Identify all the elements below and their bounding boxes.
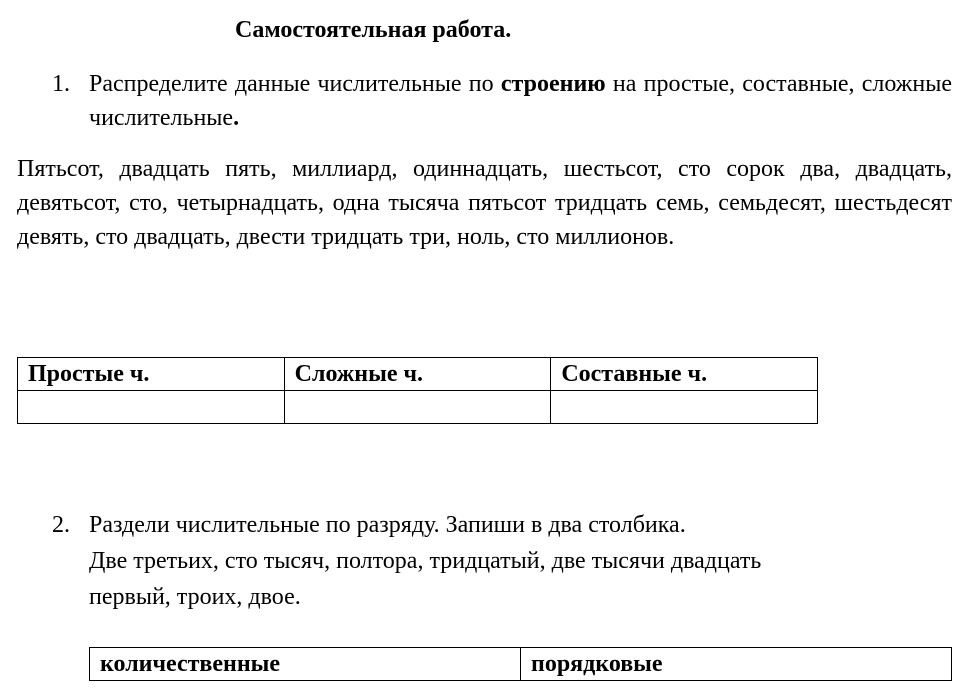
table-cell-empty[interactable] — [18, 391, 285, 424]
task2-number: 2. — [52, 512, 70, 538]
task1-instruction — [89, 67, 952, 135]
table-row — [90, 648, 952, 681]
task1-number: 1. — [52, 71, 70, 97]
task2-line3: первый, троих, двое. — [89, 584, 301, 610]
task2-instruction — [89, 507, 952, 615]
task2-line1: Раздели числительные по разряду. Запиши в два столбика. — [89, 512, 686, 538]
table-row — [18, 358, 818, 391]
header-compound: Составные ч. — [551, 358, 818, 391]
page-title: Самостоятельная работа. — [235, 17, 512, 43]
task2-line2: Две третьих, сто тысяч, полтора, тридцатый, две тысячи двадцать — [89, 548, 762, 574]
table-cell-empty[interactable] — [551, 391, 818, 424]
table-row — [18, 391, 818, 424]
task1-text-end: . — [233, 105, 240, 131]
header-simple: Простые ч. — [18, 358, 285, 391]
header-complex: Сложные ч. — [284, 358, 551, 391]
task1-words-paragraph: Пятьсот, двадцать пять, миллиард, одиннадцать, шестьсот, сто сорок два, двадцать, девятьсот, сто, четырнадцать, одна тысяча пятьсот тридцать семь, семьдесят, шестьдесят девять, сто двадцать, двести тридцать три, ноль, сто миллионов. — [17, 156, 952, 250]
table-cell-empty[interactable] — [284, 391, 551, 424]
header-cardinal: количественные — [90, 648, 521, 681]
task1-text-before: Распределите данные числительные по — [89, 71, 494, 97]
task1-text-bold: строению — [500, 71, 606, 97]
header-ordinal: порядковые — [521, 648, 952, 681]
task1-text-after: на простые, составные, сложные числительные — [89, 71, 952, 131]
task2-table — [89, 647, 952, 681]
task1-table — [17, 357, 818, 424]
